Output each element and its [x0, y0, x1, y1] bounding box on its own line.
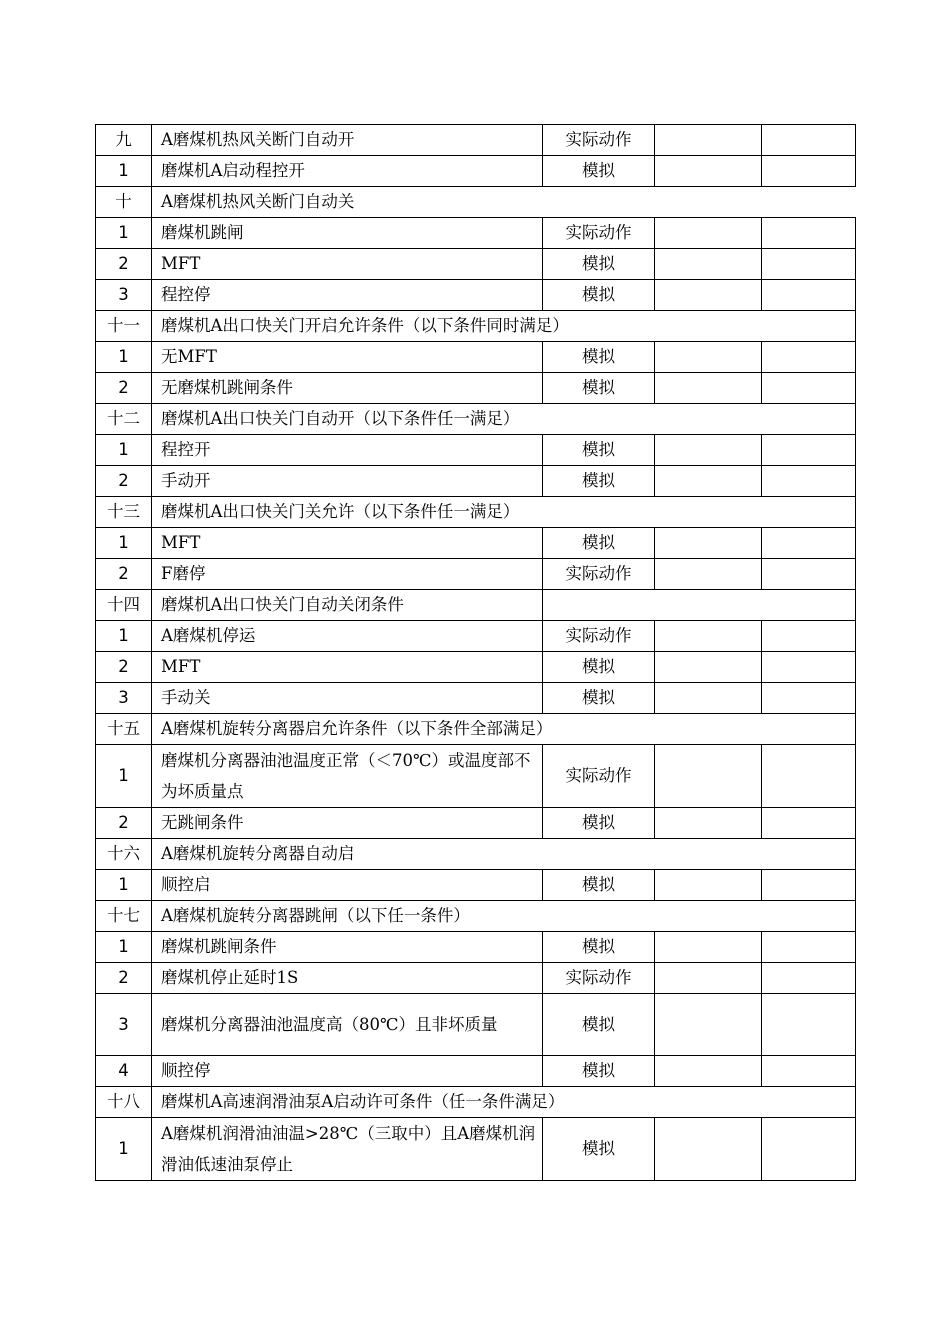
method-cell: 模拟 — [543, 1056, 655, 1087]
item-number: 4 — [96, 1056, 152, 1087]
item-description: A磨煤机润滑油油温>28℃（三取中）且A磨煤机润滑油低速油泵停止 — [152, 1118, 543, 1181]
item-description: 无磨煤机跳闸条件 — [152, 373, 543, 404]
signature-cell — [762, 466, 856, 497]
method-cell: 实际动作 — [543, 963, 655, 994]
result-cell — [655, 870, 762, 901]
section-title: 磨煤机A出口快关门关允许（以下条件任一满足） — [152, 497, 856, 528]
result-cell — [655, 932, 762, 963]
table-row — [96, 870, 856, 901]
section-number: 十三 — [96, 497, 152, 528]
item-number: 2 — [96, 249, 152, 280]
signature-cell — [762, 249, 856, 280]
section-number: 十七 — [96, 901, 152, 932]
signature-cell — [762, 652, 856, 683]
method-cell: 模拟 — [543, 435, 655, 466]
method-cell: 模拟 — [543, 342, 655, 373]
table-row — [96, 156, 856, 187]
method-cell: 模拟 — [543, 683, 655, 714]
section-number: 十一 — [96, 311, 152, 342]
method-cell: 实际动作 — [543, 559, 655, 590]
method-cell: 模拟 — [543, 652, 655, 683]
item-number: 3 — [96, 994, 152, 1056]
method-cell: 模拟 — [543, 280, 655, 311]
item-description: 程控开 — [152, 435, 543, 466]
document-page — [95, 124, 855, 1181]
item-description: 顺控启 — [152, 870, 543, 901]
table-row — [96, 342, 856, 373]
result-cell — [655, 156, 762, 187]
signature-cell — [762, 125, 856, 156]
result-cell — [655, 683, 762, 714]
item-number: 1 — [96, 156, 152, 187]
item-description: 顺控停 — [152, 1056, 543, 1087]
section-title: A磨煤机热风关断门自动关 — [152, 187, 856, 218]
table-row — [96, 218, 856, 249]
table-row — [96, 994, 856, 1056]
signature-cell — [762, 280, 856, 311]
item-description: 磨煤机停止延时1S — [152, 963, 543, 994]
result-cell — [655, 1118, 762, 1181]
signature-cell — [762, 435, 856, 466]
section-number: 十六 — [96, 839, 152, 870]
method-cell: 实际动作 — [543, 621, 655, 652]
signature-cell — [762, 621, 856, 652]
section-header-row — [96, 497, 856, 528]
section-number: 十二 — [96, 404, 152, 435]
section-header-row — [96, 901, 856, 932]
result-cell — [655, 621, 762, 652]
item-number: 3 — [96, 683, 152, 714]
table-row — [96, 249, 856, 280]
section-number: 九 — [96, 125, 152, 156]
item-description: MFT — [152, 528, 543, 559]
signature-cell — [762, 218, 856, 249]
signature-cell — [762, 963, 856, 994]
section-header-row — [96, 404, 856, 435]
method-cell: 模拟 — [543, 156, 655, 187]
result-cell — [655, 559, 762, 590]
table-row — [96, 1056, 856, 1087]
test-item-table — [95, 124, 856, 1181]
method-cell: 模拟 — [543, 994, 655, 1056]
item-number: 1 — [96, 870, 152, 901]
section-title: 磨煤机A出口快关门自动开（以下条件任一满足） — [152, 404, 856, 435]
method-cell — [543, 590, 856, 621]
item-number: 1 — [96, 1118, 152, 1181]
table-row — [96, 435, 856, 466]
section-header-row — [96, 125, 856, 156]
table-row — [96, 1118, 856, 1181]
section-header-row — [96, 714, 856, 745]
method-cell: 模拟 — [543, 373, 655, 404]
item-number: 1 — [96, 435, 152, 466]
signature-cell — [762, 559, 856, 590]
section-header-row — [96, 311, 856, 342]
signature-cell — [762, 528, 856, 559]
signature-cell — [762, 870, 856, 901]
signature-cell — [762, 156, 856, 187]
result-cell — [655, 125, 762, 156]
item-description: 手动开 — [152, 466, 543, 497]
method-cell: 模拟 — [543, 870, 655, 901]
item-description: 磨煤机跳闸条件 — [152, 932, 543, 963]
table-row — [96, 621, 856, 652]
item-description: F磨停 — [152, 559, 543, 590]
table-row — [96, 652, 856, 683]
item-number: 1 — [96, 218, 152, 249]
signature-cell — [762, 1118, 856, 1181]
item-description: 磨煤机跳闸 — [152, 218, 543, 249]
method-cell: 实际动作 — [543, 125, 655, 156]
item-description: 无MFT — [152, 342, 543, 373]
item-number: 2 — [96, 559, 152, 590]
section-header-row — [96, 839, 856, 870]
method-cell: 模拟 — [543, 528, 655, 559]
table-row — [96, 528, 856, 559]
item-number: 1 — [96, 745, 152, 808]
result-cell — [655, 808, 762, 839]
item-description: 无跳闸条件 — [152, 808, 543, 839]
result-cell — [655, 249, 762, 280]
signature-cell — [762, 342, 856, 373]
signature-cell — [762, 994, 856, 1056]
signature-cell — [762, 932, 856, 963]
result-cell — [655, 994, 762, 1056]
item-description: 磨煤机A启动程控开 — [152, 156, 543, 187]
section-title: 磨煤机A出口快关门开启允许条件（以下条件同时满足） — [152, 311, 856, 342]
table-row — [96, 466, 856, 497]
item-number: 2 — [96, 466, 152, 497]
item-description: 程控停 — [152, 280, 543, 311]
table-row — [96, 683, 856, 714]
item-description: 手动关 — [152, 683, 543, 714]
item-number: 1 — [96, 621, 152, 652]
item-description: MFT — [152, 652, 543, 683]
section-title: 磨煤机A高速润滑油泵A启动许可条件（任一条件满足） — [152, 1087, 856, 1118]
method-cell: 模拟 — [543, 808, 655, 839]
section-number: 十八 — [96, 1087, 152, 1118]
table-body — [96, 125, 856, 1181]
table-row — [96, 932, 856, 963]
signature-cell — [762, 808, 856, 839]
result-cell — [655, 218, 762, 249]
result-cell — [655, 435, 762, 466]
item-number: 2 — [96, 373, 152, 404]
section-number: 十四 — [96, 590, 152, 621]
section-title: A磨煤机旋转分离器自动启 — [152, 839, 856, 870]
section-header-row — [96, 590, 856, 621]
method-cell: 实际动作 — [543, 745, 655, 808]
item-number: 2 — [96, 652, 152, 683]
section-number: 十 — [96, 187, 152, 218]
method-cell: 模拟 — [543, 932, 655, 963]
signature-cell — [762, 745, 856, 808]
item-description: MFT — [152, 249, 543, 280]
item-number: 1 — [96, 342, 152, 373]
result-cell — [655, 745, 762, 808]
result-cell — [655, 528, 762, 559]
section-title: 磨煤机A出口快关门自动关闭条件 — [152, 590, 543, 621]
item-description: 磨煤机分离器油池温度高（80℃）且非坏质量 — [152, 994, 543, 1056]
section-header-row — [96, 1087, 856, 1118]
signature-cell — [762, 373, 856, 404]
item-description: A磨煤机停运 — [152, 621, 543, 652]
section-header-row — [96, 187, 856, 218]
section-title: A磨煤机热风关断门自动开 — [152, 125, 543, 156]
section-number: 十五 — [96, 714, 152, 745]
method-cell: 模拟 — [543, 249, 655, 280]
section-title: A磨煤机旋转分离器跳闸（以下任一条件） — [152, 901, 856, 932]
item-number: 3 — [96, 280, 152, 311]
result-cell — [655, 1056, 762, 1087]
item-number: 1 — [96, 932, 152, 963]
table-row — [96, 280, 856, 311]
table-row — [96, 559, 856, 590]
item-number: 2 — [96, 963, 152, 994]
table-row — [96, 808, 856, 839]
result-cell — [655, 373, 762, 404]
section-title: A磨煤机旋转分离器启允许条件（以下条件全部满足） — [152, 714, 856, 745]
signature-cell — [762, 683, 856, 714]
signature-cell — [762, 1056, 856, 1087]
result-cell — [655, 342, 762, 373]
table-row — [96, 745, 856, 808]
item-number: 2 — [96, 808, 152, 839]
method-cell: 实际动作 — [543, 218, 655, 249]
result-cell — [655, 466, 762, 497]
method-cell: 模拟 — [543, 466, 655, 497]
method-cell: 模拟 — [543, 1118, 655, 1181]
result-cell — [655, 280, 762, 311]
result-cell — [655, 963, 762, 994]
item-description: 磨煤机分离器油池温度正常（＜70℃）或温度部不为坏质量点 — [152, 745, 543, 808]
result-cell — [655, 652, 762, 683]
table-row — [96, 963, 856, 994]
item-number: 1 — [96, 528, 152, 559]
table-row — [96, 373, 856, 404]
